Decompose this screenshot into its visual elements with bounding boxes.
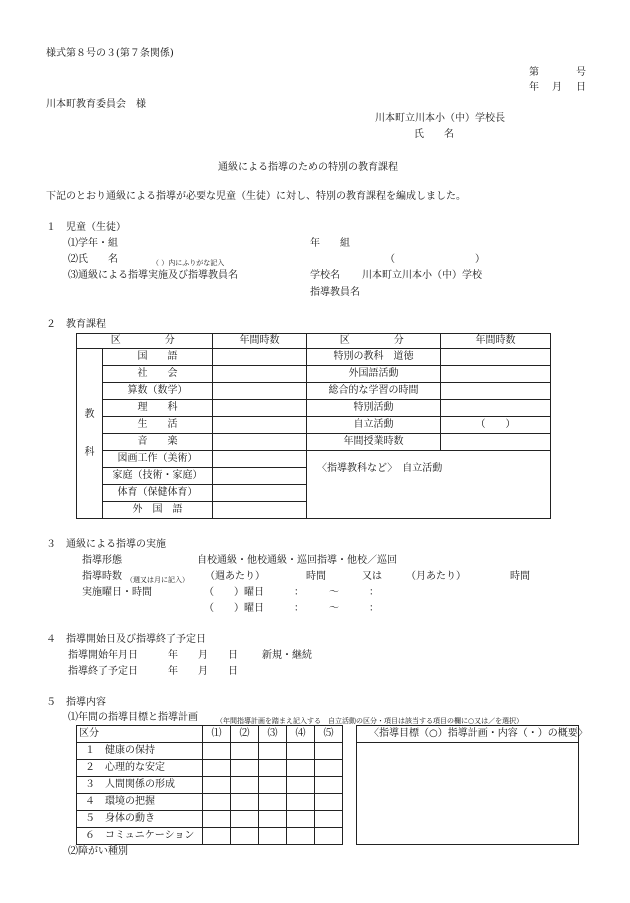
check-cell[interactable] <box>203 794 231 811</box>
right-item: 自立活動 <box>307 417 441 434</box>
check-cell[interactable] <box>259 828 287 845</box>
grade-label: ⑴学年・組 <box>68 238 118 249</box>
doc-no-go: 号 <box>576 67 586 78</box>
grade-value: 年 組 <box>310 238 350 249</box>
subject-row: 生 活 <box>103 417 213 434</box>
hours-cell[interactable] <box>441 366 551 383</box>
start-label: 指導開始年月日 <box>68 650 138 661</box>
mata-wa: 又は <box>362 571 382 582</box>
subject-row: 体育（保健体育） <box>103 485 213 502</box>
area-row: ５ 身体の動き <box>77 811 203 828</box>
area-row: ２ 心理的な安定 <box>77 760 203 777</box>
header-kubun-right: 区 分 <box>307 334 441 349</box>
right-item: 総合的な学習の時間 <box>307 383 441 400</box>
col-header: ⑶ <box>259 726 287 743</box>
jikan-month: 時間 <box>510 571 530 582</box>
check-cell[interactable] <box>203 743 231 760</box>
check-cell[interactable] <box>259 777 287 794</box>
jikan-week: 時間 <box>306 571 326 582</box>
check-cell[interactable] <box>259 760 287 777</box>
right-item: 特別活動 <box>307 400 441 417</box>
day-row-2[interactable]: （ ）曜日 ： ～ ： <box>204 603 379 614</box>
check-cell[interactable] <box>231 777 259 794</box>
col-header: ⑴ <box>203 726 231 743</box>
school-value: 川本町立川本小（中）学校 <box>362 270 482 281</box>
right-item: 年間授業時数 <box>307 434 441 451</box>
header-hours-left: 年間時数 <box>213 334 307 349</box>
document-title: 通級による指導のための特別の教育課程 <box>218 162 398 173</box>
hours-cell[interactable] <box>213 383 307 400</box>
check-cell[interactable] <box>203 777 231 794</box>
form-number: 様式第８号の３(第７条関係) <box>46 48 174 59</box>
day-row-1[interactable]: （ ）曜日 ： ～ ： <box>204 587 379 598</box>
col-header: ⑵ <box>231 726 259 743</box>
teacher-label: ⑶通級による指導実施及び指導教員名 <box>68 270 238 281</box>
furigana-note: （ ）内にふりがな記入 <box>152 259 225 267</box>
hours-cell[interactable] <box>213 366 307 383</box>
subject-row: 音 楽 <box>103 434 213 451</box>
header-hours-right: 年間時数 <box>441 334 551 349</box>
sender-school: 川本町立川本小（中）学校長 <box>375 113 505 124</box>
hours-cell[interactable] <box>213 485 307 502</box>
date-year: 年 <box>529 82 539 93</box>
section3-heading: ３ 通級による指導の実施 <box>46 539 166 550</box>
area-row: ４ 環境の把握 <box>77 794 203 811</box>
section1-heading: １ 児童（生徒） <box>46 222 126 233</box>
subject-row: 算数（数学） <box>103 383 213 400</box>
date-day: 日 <box>576 82 586 93</box>
subject-row: 図画工作（美術） <box>103 451 213 468</box>
type-value[interactable]: 新規・継続 <box>262 650 312 661</box>
end-date[interactable]: 年 月 日 <box>168 666 238 677</box>
check-cell[interactable] <box>315 760 343 777</box>
check-cell[interactable] <box>231 743 259 760</box>
name-paren: （ ） <box>385 254 485 265</box>
overview-header: 〈指導目標（○）指導計画・内容（・）の概要〉 <box>369 728 588 739</box>
right-item: 外国語活動 <box>307 366 441 383</box>
check-cell[interactable] <box>315 794 343 811</box>
hours-note: （週又は月に記入） <box>126 576 189 584</box>
name-label: ⑵氏 名 <box>68 254 118 265</box>
check-cell[interactable] <box>287 828 315 845</box>
sub2-label: ⑵障がい種別 <box>68 846 128 857</box>
header-kubun-left: 区 分 <box>77 334 213 349</box>
form-value: 自校通級・他校通級・巡回指導・他校／巡回 <box>197 555 397 566</box>
day-label: 実施曜日・時間 <box>82 587 152 598</box>
section4-heading: ４ 指導開始日及び指導終了予定日 <box>46 634 206 645</box>
hours-cell[interactable] <box>441 349 551 366</box>
area-row: ３ 人間関係の形成 <box>77 777 203 794</box>
check-cell[interactable] <box>287 743 315 760</box>
check-cell[interactable] <box>203 811 231 828</box>
check-cell[interactable] <box>315 811 343 828</box>
right-item: 特別の教科 道徳 <box>307 349 441 366</box>
section2-heading: ２ 教育課程 <box>46 319 106 330</box>
check-cell[interactable] <box>287 811 315 828</box>
doc-no-dai: 第 <box>529 67 539 78</box>
check-cell[interactable] <box>231 794 259 811</box>
jiritsu-paren[interactable]: （ ） <box>441 417 551 434</box>
check-cell[interactable] <box>259 794 287 811</box>
curriculum-table <box>76 333 551 519</box>
guide-text: 〈指導教科など〉 自立活動 <box>317 463 443 474</box>
date-month: 月 <box>552 82 562 93</box>
check-cell[interactable] <box>259 743 287 760</box>
hours-cell[interactable] <box>441 383 551 400</box>
check-cell[interactable] <box>315 743 343 760</box>
intro-text: 下記のとおり通級による指導が必要な児童（生徒）に対し、特別の教育課程を編成しました。 <box>46 191 466 202</box>
sub1-note: （年間指導計画を踏まえ記入する 自立活動の区分・項目は該当する項目の欄に○又は／を選択） <box>216 717 524 725</box>
sub1-label: ⑴年間の指導目標と指導計画 <box>68 712 198 723</box>
areas-table <box>76 725 343 845</box>
check-cell[interactable] <box>287 794 315 811</box>
sender-name-label: 氏 名 <box>414 129 454 140</box>
check-cell[interactable] <box>203 760 231 777</box>
overview-box[interactable] <box>356 725 588 845</box>
area-row: ６ コミュニケーション <box>77 828 203 845</box>
area-header: 区分 <box>77 726 203 743</box>
check-cell[interactable] <box>315 828 343 845</box>
start-date[interactable]: 年 月 日 <box>168 650 238 661</box>
hours-cell[interactable] <box>213 400 307 417</box>
end-label: 指導終了予定日 <box>68 666 138 677</box>
subject-row: 家庭（技術・家庭） <box>103 468 213 485</box>
section5-heading: ５ 指導内容 <box>46 697 106 708</box>
school-label: 学校名 <box>310 270 340 281</box>
form-label: 指導形態 <box>82 555 122 566</box>
check-cell[interactable] <box>231 828 259 845</box>
area-row: １ 健康の保持 <box>77 743 203 760</box>
hours-cell[interactable] <box>441 400 551 417</box>
check-cell[interactable] <box>287 760 315 777</box>
kyouka-label: 教 科 <box>77 349 103 519</box>
subject-row: 社 会 <box>103 366 213 383</box>
hours-cell[interactable] <box>213 434 307 451</box>
subject-row: 国 語 <box>103 349 213 366</box>
hours-cell[interactable] <box>213 451 307 468</box>
col-header: ⑷ <box>287 726 315 743</box>
check-cell[interactable] <box>259 811 287 828</box>
addressee: 川本町教育委員会 様 <box>46 99 146 110</box>
check-cell[interactable] <box>287 777 315 794</box>
per-week: （週あたり） <box>205 571 265 582</box>
per-month: （月あたり） <box>406 571 466 582</box>
subject-row: 外 国 語 <box>103 502 213 519</box>
guide-box[interactable] <box>307 451 551 519</box>
teacher-name-label: 指導教員名 <box>310 287 360 298</box>
hours-cell[interactable] <box>213 502 307 519</box>
check-cell[interactable] <box>315 777 343 794</box>
hours-label: 指導時数 <box>82 571 122 582</box>
check-cell[interactable] <box>231 760 259 777</box>
col-header: ⑸ <box>315 726 343 743</box>
hours-cell[interactable] <box>213 349 307 366</box>
hours-cell[interactable] <box>441 434 551 451</box>
hours-cell[interactable] <box>213 417 307 434</box>
hours-cell[interactable] <box>213 468 307 485</box>
check-cell[interactable] <box>231 811 259 828</box>
check-cell[interactable] <box>203 828 231 845</box>
subject-row: 理 科 <box>103 400 213 417</box>
